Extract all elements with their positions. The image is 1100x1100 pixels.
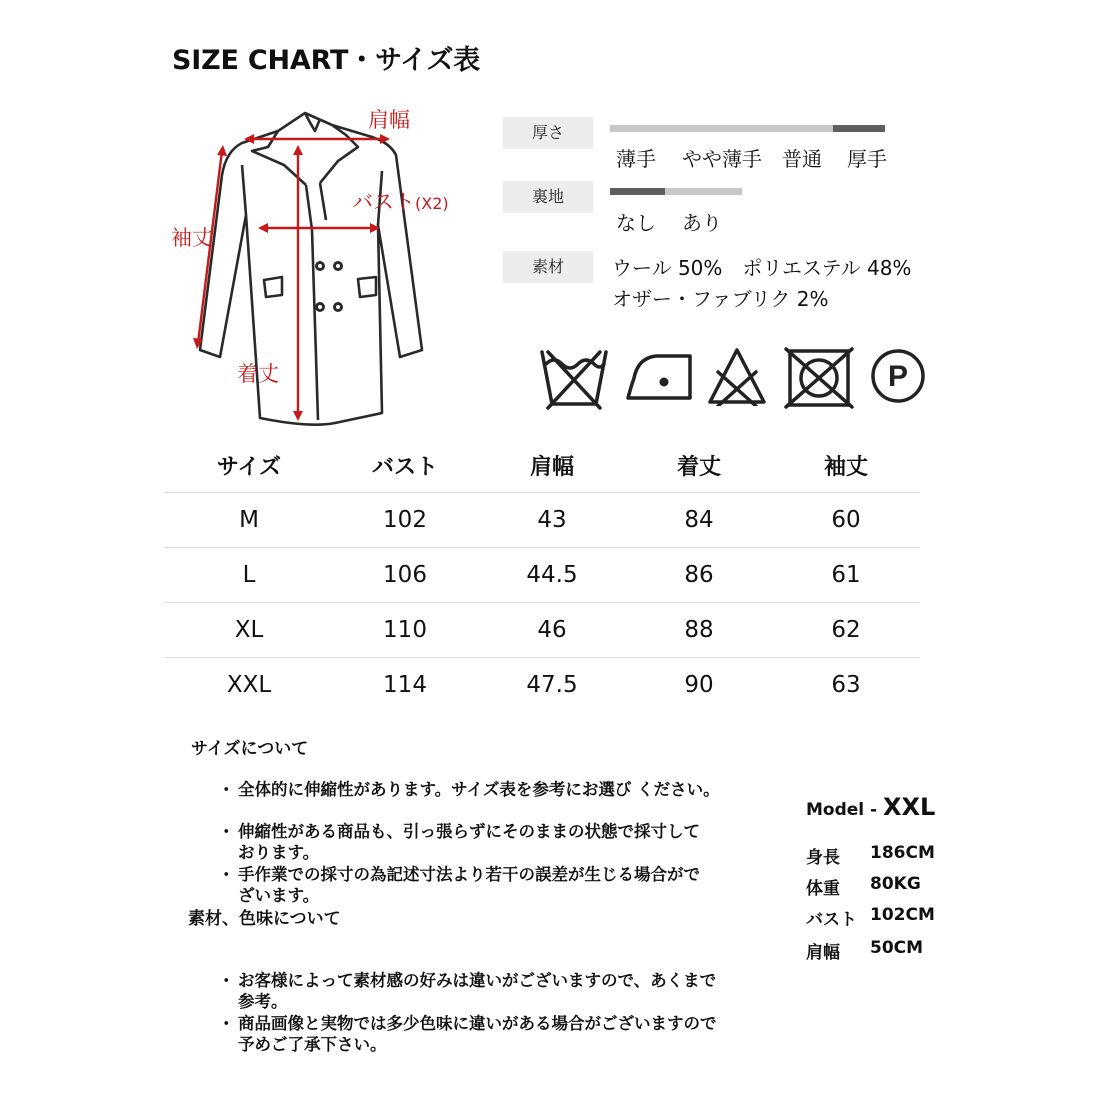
wash-not-allowed-icon (536, 342, 612, 412)
table-divider (165, 602, 920, 603)
material-notes-heading: 素材、色味について (188, 909, 341, 929)
dry-clean-p-icon (868, 346, 928, 406)
dry-clean-letter: P (887, 360, 909, 393)
table-cell: 46 (537, 617, 567, 643)
lining-bar-fill (610, 188, 665, 195)
table-cell: 84 (684, 507, 714, 533)
material-note-2-text: 商品画像と実物では多少色味に違いがある場合がございますので 予めご了承下さい。 (238, 1014, 717, 1054)
material-label: 素材 (503, 251, 593, 283)
table-divider (165, 657, 920, 658)
size-notes-heading: サイズについて (191, 739, 309, 759)
model-bust-value: 102CM (870, 905, 935, 925)
bullet-dot: ・ (218, 971, 235, 990)
model-height-value: 186CM (870, 843, 935, 863)
thickness-level-1: やや薄手 (682, 147, 762, 171)
table-header-shoulder: 肩幅 (529, 455, 574, 480)
table-header-bust: バスト (371, 455, 438, 480)
model-size (806, 793, 935, 821)
table-divider (165, 492, 920, 493)
iron-low-icon (624, 350, 694, 404)
bullet-dot: ・ (218, 780, 235, 799)
bullet-dot: ・ (218, 865, 235, 884)
thickness-level-0: 薄手 (616, 147, 656, 171)
bullet-dot: ・ (218, 1014, 235, 1033)
thickness-label: 厚さ (503, 117, 593, 149)
size-note-3 (218, 843, 798, 906)
table-cell: 110 (383, 617, 427, 643)
model-shoulder-label: 肩幅 (806, 943, 840, 963)
table-cell: 62 (831, 617, 861, 643)
table-cell: 63 (831, 672, 861, 698)
table-cell: 106 (383, 562, 427, 588)
size-note-1 (218, 779, 798, 800)
material-line-1: ウール 50% ポリエステル 48% (612, 256, 912, 280)
model-weight-label: 体重 (806, 879, 840, 899)
bleach-not-allowed-icon (706, 346, 768, 406)
material-note-1-text: お客様によって素材感の好みは違いがございますので、あくまで 参考。 (238, 971, 717, 1011)
model-size-value: XXL (883, 793, 936, 821)
lining-label: 裏地 (503, 181, 593, 213)
table-cell: XXL (226, 672, 272, 698)
thickness-bar (610, 125, 885, 132)
table-cell: M (239, 507, 259, 533)
table-header-sleeve: 袖丈 (823, 455, 868, 480)
table-cell: 102 (383, 507, 427, 533)
table-cell: 44.5 (526, 562, 578, 588)
table-cell: 90 (684, 672, 714, 698)
lining-level-1: あり (682, 211, 722, 235)
bullet-dot: ・ (218, 822, 235, 841)
sleeve-label: 袖丈 (171, 226, 213, 250)
model-height-label: 身長 (806, 848, 840, 868)
lining-bar (610, 188, 742, 195)
table-cell: 47.5 (526, 672, 578, 698)
size-note-1-text: 全体的に伸縮性があります。サイズ表を参考にお選び ください。 (238, 780, 720, 799)
bust-label-text: バスト (352, 190, 415, 214)
shoulder-label: 肩幅 (368, 108, 410, 132)
table-cell: 86 (684, 562, 714, 588)
size-note-2-text: 伸縮性がある商品も、引っ張らずにそのままの状態で採寸して おります。 (238, 822, 700, 862)
table-cell: 88 (684, 617, 714, 643)
table-header-size: サイズ (216, 455, 282, 480)
bust-multiplier: (X2) (415, 194, 449, 213)
table-cell: L (242, 562, 256, 588)
model-label: Model - (806, 800, 878, 820)
material-note-2 (218, 992, 798, 1055)
table-header-length: 着丈 (676, 455, 721, 480)
table-cell: 114 (383, 672, 427, 698)
table-cell: 43 (537, 507, 567, 533)
model-weight-value: 80KG (870, 874, 921, 894)
lining-level-0: なし (616, 211, 656, 235)
page-title: SIZE CHART・サイズ表 (172, 45, 481, 76)
thickness-level-2: 普通 (782, 147, 822, 171)
size-note-3-text: 手作業での採寸の為記述寸法より若干の誤差が生じる場合がで ざいます。 (238, 865, 700, 905)
bust-label (352, 186, 449, 216)
table-divider (165, 547, 920, 548)
table-cell: 61 (831, 562, 861, 588)
thickness-level-3: 厚手 (847, 147, 887, 171)
model-bust-label: バスト (806, 910, 857, 930)
table-cell: XL (234, 617, 264, 643)
thickness-bar-fill (833, 125, 885, 132)
model-shoulder-value: 50CM (870, 938, 924, 958)
material-line-2: オザー・ファブリク 2% (612, 287, 829, 311)
length-label: 着丈 (237, 362, 279, 386)
tumble-dry-not-allowed-icon (782, 345, 856, 409)
table-cell: 60 (831, 507, 861, 533)
coat-diagram (160, 95, 470, 435)
